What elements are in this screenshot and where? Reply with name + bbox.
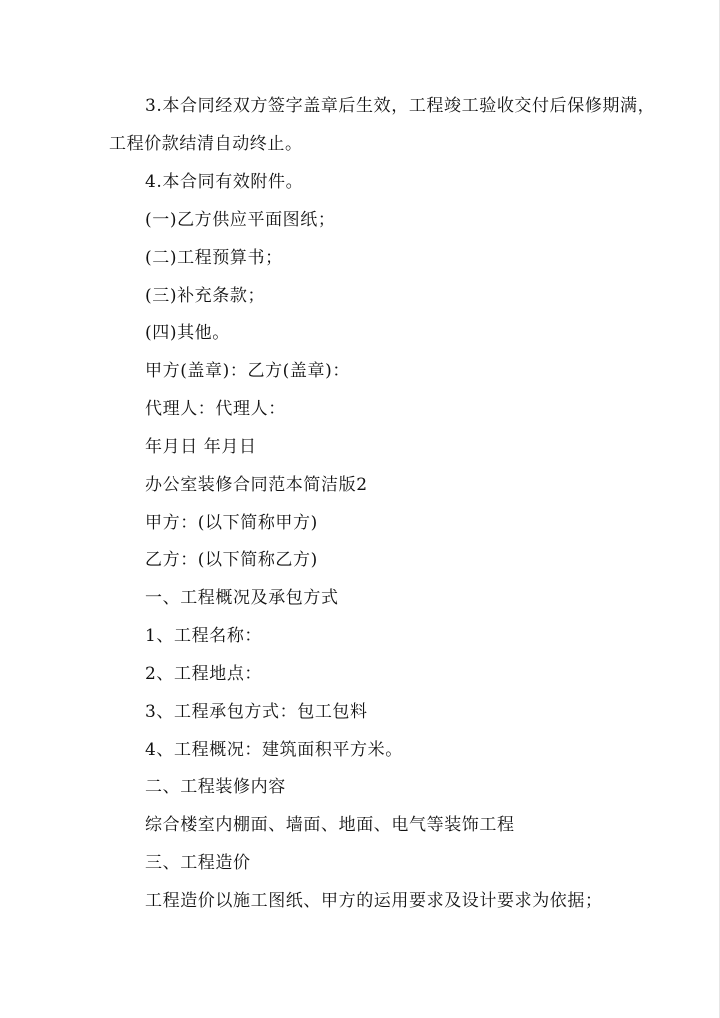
text-line: (四)其他。 xyxy=(145,323,230,343)
text-line: (一)乙方供应平面图纸； xyxy=(145,210,336,230)
text-line: 4、工程概况：建筑面积平方米。 xyxy=(145,740,403,760)
text-line: 甲方(盖章)：乙方(盖章)： xyxy=(145,361,350,381)
section-title: 办公室装修合同范本简洁版2 xyxy=(145,475,368,495)
text-line: 2、工程地点： xyxy=(145,664,263,684)
text-line: 乙方：(以下简称乙方) xyxy=(145,550,318,570)
text-line: 代理人：代理人： xyxy=(145,399,286,419)
text-line: 工程价款结清自动终止。 xyxy=(109,134,303,154)
text-line: 三、工程造价 xyxy=(145,853,251,873)
text-line: (二)工程预算书； xyxy=(145,248,283,268)
text-line: 3、工程承包方式：包工包料 xyxy=(145,702,368,722)
text-line: 综合楼室内棚面、墙面、地面、电气等装饰工程 xyxy=(145,815,515,835)
text-line: 甲方：(以下简称甲方) xyxy=(145,513,318,533)
text-line: 一、工程概况及承包方式 xyxy=(145,588,339,608)
text-line: 1、工程名称： xyxy=(145,626,263,646)
text-line: (三)补充条款； xyxy=(145,286,266,306)
text-line: 工程造价以施工图纸、甲方的运用要求及设计要求为依据； xyxy=(145,891,603,911)
text-line: 年月日 年月日 xyxy=(145,437,257,457)
text-line: 4.本合同有效附件。 xyxy=(145,172,304,192)
text-line: 二、工程装修内容 xyxy=(145,777,286,797)
text-line: 3.本合同经双方签字盖章后生效，工程竣工验收交付后保修期满， xyxy=(145,96,656,116)
